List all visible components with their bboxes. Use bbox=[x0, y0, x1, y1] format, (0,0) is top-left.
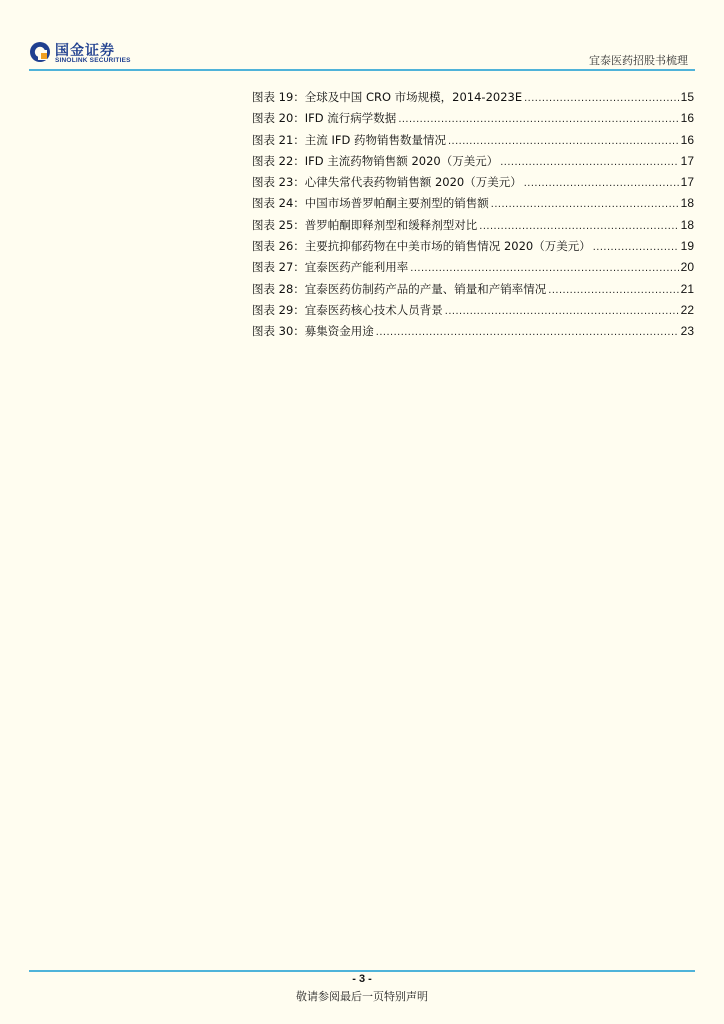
toc-entry-label: 图表 20：IFD 流行病学数据 bbox=[252, 111, 397, 126]
logo-english-name: SINOLINK SECURITIES bbox=[55, 57, 131, 64]
toc-entry-page: 18 bbox=[680, 196, 694, 211]
toc-entry-label: 图表 22：IFD 主流药物销售额 2020（万美元） bbox=[252, 153, 499, 168]
toc-entry-label: 图表 29：宜泰医药核心技术人员背景 bbox=[252, 302, 443, 317]
company-logo bbox=[29, 40, 139, 68]
toc-entry-label: 图表 28：宜泰医药仿制药产品的产量、销量和产销率情况 bbox=[252, 281, 547, 296]
footer-disclaimer: 敬请参阅最后一页特别声明 bbox=[296, 990, 428, 1003]
toc-dot-leader bbox=[479, 216, 678, 237]
toc-dot-leader bbox=[491, 194, 679, 215]
toc-entry-label: 图表 25：普罗帕酮即释剂型和缓释剂型对比 bbox=[252, 217, 478, 232]
toc-entry-page: 21 bbox=[680, 281, 694, 296]
toc-dot-leader bbox=[445, 301, 679, 322]
toc-entry[interactable] bbox=[252, 172, 694, 193]
toc-entry-page: 15 bbox=[680, 90, 694, 104]
toc-entry-page: 22 bbox=[680, 302, 694, 317]
toc-entry[interactable] bbox=[252, 279, 694, 300]
toc-entry-page: 16 bbox=[680, 111, 694, 126]
toc-entry[interactable] bbox=[252, 300, 694, 321]
toc-entry-label: 图表 21：主流 IFD 药物销售数量情况 bbox=[252, 132, 446, 147]
toc-entry[interactable] bbox=[252, 151, 694, 172]
toc-entry-page: 23 bbox=[680, 324, 694, 339]
toc-entry-label: 图表 30：募集资金用途 bbox=[252, 324, 374, 339]
toc-entry-page: 20 bbox=[680, 260, 694, 275]
toc-entry-page: 16 bbox=[680, 132, 694, 147]
toc-entry[interactable] bbox=[252, 321, 694, 342]
page-header bbox=[0, 0, 724, 72]
toc-dot-leader bbox=[398, 109, 678, 130]
header-divider bbox=[29, 69, 695, 71]
toc-entry-label: 图表 26：主要抗抑郁药物在中美市场的销售情况 2020（万美元） bbox=[252, 239, 591, 254]
document-title: 宜泰医药招股书梳理 bbox=[589, 54, 688, 67]
toc-entry[interactable] bbox=[252, 215, 694, 236]
toc-entry[interactable] bbox=[252, 236, 694, 257]
sinolink-logo-icon bbox=[29, 40, 51, 66]
toc-entry-label: 图表 23：心律失常代表药物销售额 2020（万美元） bbox=[252, 175, 522, 190]
toc-entry[interactable] bbox=[252, 257, 694, 278]
toc-dot-leader bbox=[593, 237, 679, 258]
toc-entry-page: 17 bbox=[680, 175, 694, 190]
toc-entry-page: 17 bbox=[680, 153, 694, 168]
toc-dot-leader bbox=[448, 131, 679, 152]
toc-entry-page: 19 bbox=[680, 239, 694, 254]
toc-dot-leader bbox=[500, 152, 678, 173]
toc-dot-leader bbox=[524, 173, 679, 194]
toc-dot-leader bbox=[524, 88, 679, 109]
toc-entry[interactable] bbox=[252, 87, 694, 108]
figure-list bbox=[252, 87, 694, 343]
toc-dot-leader bbox=[376, 322, 679, 343]
toc-entry[interactable] bbox=[252, 108, 694, 129]
toc-entry-label: 图表 24：中国市场普罗帕酮主要剂型的销售额 bbox=[252, 196, 489, 211]
toc-entry[interactable] bbox=[252, 130, 694, 151]
footer-divider bbox=[29, 970, 695, 972]
toc-entry-label: 图表 19：全球及中国 CRO 市场规模，2014-2023E bbox=[252, 90, 523, 104]
toc-dot-leader bbox=[410, 258, 678, 279]
logo-chinese-name: 国金证券 bbox=[55, 43, 115, 59]
page-number: - 3 - bbox=[352, 973, 372, 985]
toc-entry[interactable] bbox=[252, 193, 694, 214]
toc-entry-page: 18 bbox=[680, 217, 694, 232]
toc-dot-leader bbox=[548, 280, 678, 301]
toc-entry-label: 图表 27：宜泰医药产能利用率 bbox=[252, 260, 409, 275]
